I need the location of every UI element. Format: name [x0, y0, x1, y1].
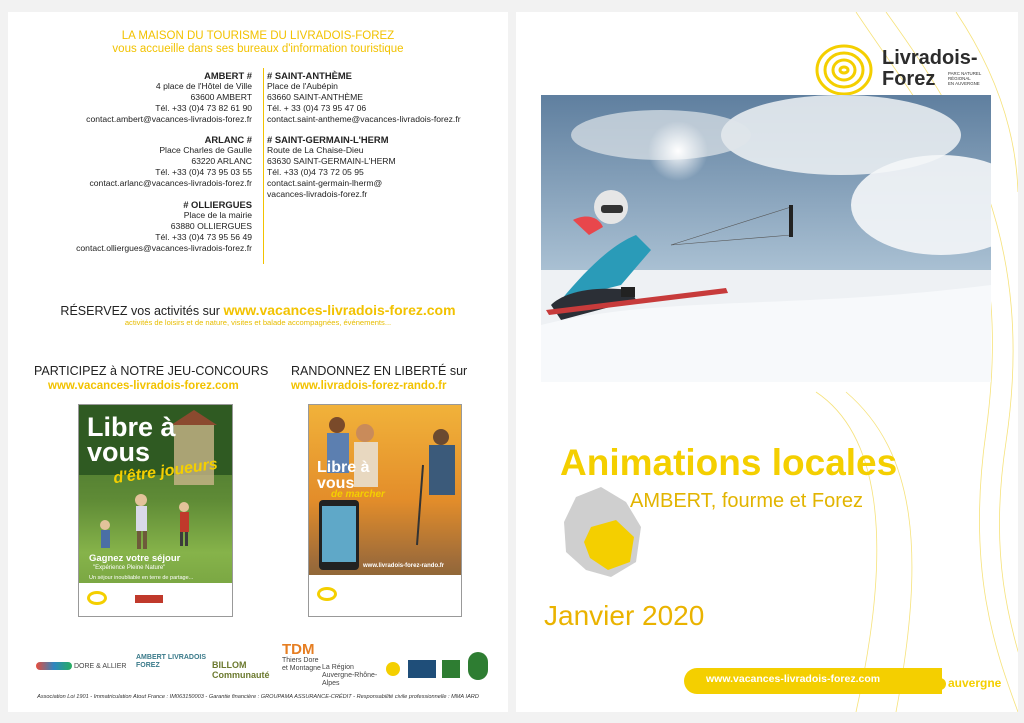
office-title: # SAINT-ANTHÈME [267, 70, 352, 81]
office-address: Place de la mairie 63880 OLLIERGUES [170, 210, 252, 231]
poster-title-accent: d'être joueurs [112, 455, 219, 488]
brand-subtitle: PARC NATUREL RÉGIONAL EN AUVERGNE [948, 71, 982, 86]
office-phone: Tél. +33 (0)4 73 72 05 95 [267, 167, 364, 177]
logo-label: BILLOM Communauté [212, 660, 270, 680]
office-address: Place de l'Aubépin 63660 SAINT-ANTHÈME [267, 81, 363, 102]
poster-title [317, 460, 369, 492]
reserve-link[interactable]: www.vacances-livradois-forez.com [223, 302, 456, 318]
accessibility-label-icon [442, 660, 460, 678]
issue-month: Janvier 2020 [544, 600, 705, 631]
office-title: AMBERT # [204, 70, 252, 81]
poster-caption: Gagnez votre séjour [89, 553, 181, 564]
subtitle-rest: , fourme et Forez [710, 490, 864, 512]
reserve-subtitle: activités de loisirs et de nature, visites et balade accompagnées, événements... [124, 318, 392, 327]
brand-name-line2: Forez [882, 68, 936, 90]
office-phone: Tél. +33 (0)4 73 95 56 49 [155, 232, 252, 242]
office-email[interactable]: contact.saint-germain-lherm@ vacances-livradois-forez.fr [267, 178, 383, 199]
hike-link[interactable]: www.livradois-forez-rando.fr [291, 380, 447, 392]
office-email[interactable]: contact.saint-antheme@vacances-livradois-forez.fr [267, 114, 461, 124]
poster-bottom-text: Un séjour inoubliable en terre de partage... [89, 575, 194, 581]
contest-link[interactable]: www.vacances-livradois-forez.com [48, 380, 239, 392]
poster-title [87, 412, 176, 467]
office-saint-germain-lherm [267, 134, 396, 200]
poster-title-accent: de marcher [331, 489, 385, 500]
office-email[interactable]: contact.olliergues@vacances-livradois-forez.fr [76, 243, 252, 253]
region-badge-icon [386, 662, 400, 676]
logo-billom [212, 660, 272, 680]
partner-logos [36, 641, 496, 687]
legal-footer: Association Loi 1901 - Immatriculation Atout France : IM063150003 - Garantie financière : GROUPAMA ASSURANCE-CRÉDIT - Responsabilité civile professionnelle : MMA IARD [37, 694, 479, 700]
office-email[interactable]: contact.arlanc@vacances-livradois-forez.fr [89, 178, 252, 188]
office-title: # OLLIERGUES [183, 199, 252, 210]
tourism-header-title: LA MAISON DU TOURISME DU LIVRADOIS-FOREZ [121, 30, 395, 42]
subtitle-city: AMBERT [630, 490, 711, 512]
office-arlanc [89, 134, 252, 189]
logo-label: AMBERT LIVRADOIS FOREZ [136, 654, 206, 669]
auvergne-logo [934, 676, 1001, 690]
poster-title-line2: vous [317, 475, 355, 492]
office-phone: Tél. + 33 (0)4 73 95 47 06 [267, 103, 367, 113]
column-divider [263, 68, 264, 264]
logo-dore-allier [36, 662, 126, 671]
office-olliergues [76, 199, 252, 254]
logo-ambert-livradois-forez [136, 654, 206, 670]
poster-logo-icon [317, 587, 337, 601]
reserve-text: RÉSERVEZ vos activités sur [60, 304, 224, 318]
poster-title-line2: vous [87, 437, 151, 467]
livradois-forez-brand-logo [814, 42, 1004, 102]
office-phone: Tél. +33 (0)4 73 82 61 90 [155, 103, 252, 113]
tourism-header-subtitle: vous accueille dans ses bureaux d'information touristique [112, 43, 404, 55]
office-email[interactable]: contact.ambert@vacances-livradois-forez.fr [86, 114, 252, 124]
cover-title: Animations locales [560, 442, 898, 483]
snowkite-scene [541, 95, 991, 382]
poster-partner-logo [135, 595, 163, 603]
office-phone: Tél. +33 (0)4 73 95 03 55 [155, 167, 252, 177]
poster-logo-icon [87, 591, 107, 605]
snowkite-photo [541, 95, 991, 382]
back-cover-page [8, 12, 508, 712]
logo-label: La Région Auvergne-Rhône-Alpes [322, 664, 378, 687]
contest-heading: PARTICIPEZ à NOTRE JEU-CONCOURS [34, 364, 269, 378]
office-address: Route de La Chaise-Dieu 63630 SAINT-GERMAIN-L'HERM [267, 145, 396, 166]
contest-poster[interactable] [78, 404, 233, 617]
brand-name-line1: Livradois- [882, 47, 978, 69]
hiking-poster[interactable] [308, 404, 462, 617]
wave-icon [36, 662, 72, 670]
hike-heading: RANDONNEZ EN LIBERTÉ sur [291, 364, 468, 378]
region-logo-icon [408, 660, 436, 678]
reserve-line [8, 302, 508, 318]
poster-photo [309, 405, 462, 617]
auvergne-label: auvergne [948, 676, 1002, 690]
office-ambert [86, 70, 252, 125]
logo-thiers-dore-montagne [282, 642, 326, 673]
auvergne-icon [934, 678, 946, 690]
poster-title-line1: Libre à [317, 459, 370, 476]
office-address: Place Charles de Gaulle 63220 ARLANC [159, 145, 252, 166]
fingerprint-logo-icon [814, 42, 874, 98]
park-label-icon [468, 652, 488, 680]
poster-title-line1: Libre à [87, 412, 176, 442]
poster-caption-2: "Expérience Pleine Nature" [93, 565, 166, 571]
logo-label: Thiers Dore et Montagne [282, 657, 321, 672]
tdm-icon: TDM [282, 641, 315, 658]
office-saint-antheme [267, 70, 461, 125]
office-address: 4 place de l'Hôtel de Ville 63600 AMBERT [155, 81, 252, 102]
cover-subtitle [630, 490, 863, 513]
front-cover-page [516, 12, 1018, 712]
office-title: # SAINT-GERMAIN-L'HERM [267, 134, 389, 145]
office-title: ARLANC # [204, 134, 252, 145]
website-band[interactable] [684, 668, 942, 694]
logo-label: DORE & ALLIER [73, 662, 127, 670]
logo-region [322, 664, 378, 688]
website-link[interactable]: www.vacances-livradois-forez.com [706, 673, 881, 685]
poster-url: www.livradois-forez-rando.fr [363, 563, 445, 569]
